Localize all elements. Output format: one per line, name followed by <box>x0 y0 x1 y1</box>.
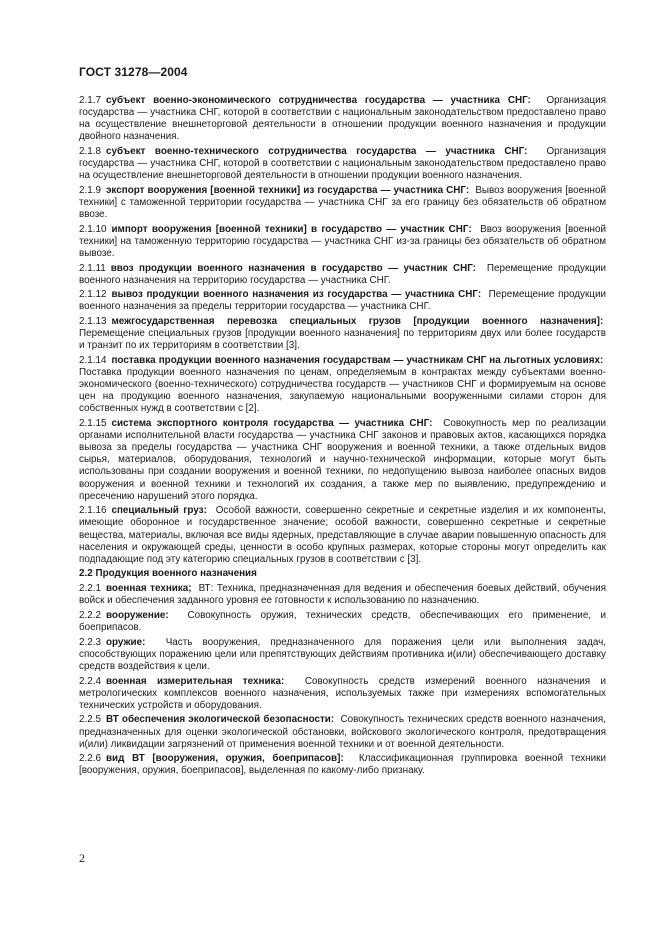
defined-term: субъект военно-экономического сотрудничества государства — участника СНГ: <box>105 95 531 106</box>
section-heading <box>79 568 606 580</box>
definition-text: Перемещение специальных грузов [продукции военного назначения] по территориям двух или более государств и транзит по их территориям в соответствии [3]. <box>79 328 606 352</box>
definition-paragraph <box>79 355 606 415</box>
definition-text: Поставка продукции военного назначения по ценам, определяемым в контрактах между субъектами военно-экономического (военно-технического) сотрудничества государств — участников СНГ и формируемым на основе цен на продукцию военного назначения, закупаемую национальными вооруженными силами сторон для собственных нужд в соответствии с [2]. <box>79 367 606 415</box>
defined-term: военная техника; <box>105 583 192 595</box>
definition-paragraph <box>79 676 606 712</box>
defined-term: межгосударственная перевозка специальных грузов [продукции военного назначения]: <box>111 316 604 328</box>
definition-text: ВТ: Техника, предназначенная для ведения и обеспечения боевых действий, обучения войск и обеспечения заданного уровня ее готовности к использованию по назначению. <box>79 583 606 607</box>
defined-term: система экспортного контроля государства — участника СНГ: <box>111 418 433 430</box>
definition-text: Совокупность технических средств военного назначения, предназначенных для оценки экологической обстановки, войскового экологического контроля, предотвращения и(или) ликвидации загрязнений от применения военной техники и от военной деятельности. <box>79 714 606 750</box>
definition-paragraph <box>79 95 606 143</box>
defined-term: поставка продукции военного назначения государствам — участникам СНГ на льготных условиях: <box>111 355 604 367</box>
definition-paragraph <box>79 583 606 607</box>
definitions-section-2-2 <box>79 583 606 777</box>
definition-paragraph <box>79 505 606 565</box>
definition-paragraph <box>79 637 606 673</box>
definition-paragraph <box>79 289 606 313</box>
defined-term: вооружение: <box>105 609 169 621</box>
definition-paragraph <box>79 146 606 182</box>
definition-text: Классификационная группировка военной техники [вооружения, оружия, боеприпасов], выделенная по какому-либо признаку. <box>79 753 606 777</box>
defined-term: специальный груз: <box>111 505 207 517</box>
page-number: 2 <box>79 851 85 865</box>
defined-term: импорт вооружения [военной техники] в государство — участник СНГ: <box>111 223 472 235</box>
definition-text: Совокупность средств измерений военного назначения и метрологических комплексов военного назначения, используемых также при измерениях вспомогательных технических устройств и оборудования. <box>79 675 606 711</box>
clause-number: 2.1.14 <box>79 355 107 367</box>
clause-number: 2.2.5 <box>79 714 101 726</box>
definition-text: Часть вооружения, предназначенного для поражения цели или выполнения задач, способствующих поражению цели или препятствующих действиям противника и(или) обеспечивающего доставку средств воздействия к цели. <box>79 636 606 672</box>
defined-term: оружие: <box>105 636 146 648</box>
section-title: Продукция военного назначения <box>95 568 257 580</box>
definition-text: Особой важности, совершенно секретные и секретные изделия и их компоненты, имеющие оборонное и государственное значение; особой важности, совершенно секретные и секретные вещества, материалы, включая все виды ядерных, представляющие в случае аварии повышенную опасность для населения и окружающей среды, ценности в особо крупных размерах, которые стороны могут определить как подпадающие под эту категорию специальных грузов в соответствии с [3]. <box>79 505 606 565</box>
definition-text: Совокупность мер по реализации органами исполнительной власти государства — участника СНГ законов и правовых актов, касающихся порядка вывоза за пределы государства — участника СНГ вооружения и военной техники, а также отдельных видов сырья, материалов, оборудования, технологий и научно-технической информации, которые могут быть использованы при создании вооружения и военной техники, по недопущению вывоза наиболее опасных видов вооружения и военной техники и технологий их создания, а также мер по выявлению, предупреждению и пресечению нарушений этого порядка. <box>79 418 606 502</box>
defined-term: ВТ обеспечения экологической безопасности: <box>105 714 335 726</box>
definitions-section-2-1 <box>79 95 606 566</box>
definition-paragraph <box>79 753 606 777</box>
document-header: ГОСТ 31278—2004 <box>79 65 188 79</box>
clause-number: 2.2.4 <box>79 675 101 687</box>
definition-paragraph <box>79 714 606 750</box>
definition-paragraph <box>79 224 606 260</box>
definition-text: Совокупность оружия, технических средств, обеспечивающих его применение, и боеприпасов. <box>79 609 606 633</box>
clause-number: 2.1.10 <box>79 223 107 235</box>
clause-number: 2.1.8 <box>79 145 101 157</box>
defined-term: экспорт вооружения [военной техники] из государства — участника СНГ: <box>105 184 470 196</box>
clause-number: 2.2.3 <box>79 636 101 648</box>
clause-number: 2.1.15 <box>79 418 107 430</box>
section-number: 2.2 <box>79 568 93 580</box>
definition-text: Ввоз вооружения [военной техники] на таможенную территорию государства — участника СНГ из-за границы без обязательств об обратном вывозе. <box>79 223 606 259</box>
clause-number: 2.2.2 <box>79 609 101 621</box>
definition-text: Перемещение продукции военного назначения на территорию государства — участника СНГ. <box>79 262 606 286</box>
clause-number: 2.1.7 <box>79 95 101 106</box>
defined-term: военная измерительная техника: <box>105 675 285 687</box>
clause-number: 2.1.13 <box>79 316 107 328</box>
definition-text: Вывоз вооружения [военной техники] с таможенной территории государства — участника СНГ за его границу без обязательств об обратном ввозе. <box>79 184 606 221</box>
definition-paragraph <box>79 418 606 503</box>
defined-term: ввоз продукции военного назначения в государство — участник СНГ: <box>110 262 476 274</box>
definition-paragraph <box>79 263 606 287</box>
defined-term: субъект военно-технического сотрудничества государства — участника СНГ: <box>105 145 528 157</box>
definition-paragraph <box>79 316 606 352</box>
clause-number: 2.1.9 <box>79 184 101 196</box>
clause-number: 2.1.11 <box>79 262 106 274</box>
document-body <box>79 95 606 780</box>
definition-text: Организация государства — участника СНГ, которой в соответствии с национальным законодательством предоставлено право на осуществление внешнеторговой деятельности в отношении продукции военного назначения и продукции двойного назначения. <box>79 95 606 143</box>
defined-term: вывоз продукции военного назначения из государства — участника СНГ: <box>111 289 482 301</box>
clause-number: 2.1.16 <box>79 505 107 517</box>
defined-term: вид ВТ [вооружения, оружия, боеприпасов]: <box>105 753 344 765</box>
definition-paragraph <box>79 610 606 634</box>
definition-paragraph <box>79 185 606 221</box>
definition-text: Организация государства — участника СНГ, которой в соответствии с национальным законодательством предоставлено право на осуществление внешнеторговой деятельности в отношении продукции военного назначения. <box>79 145 606 182</box>
clause-number: 2.2.6 <box>79 753 101 765</box>
clause-number: 2.2.1 <box>79 583 101 595</box>
definition-text: Перемещение продукции военного назначения за пределы территории государства — участника СНГ. <box>79 289 606 313</box>
clause-number: 2.1.12 <box>79 289 107 301</box>
